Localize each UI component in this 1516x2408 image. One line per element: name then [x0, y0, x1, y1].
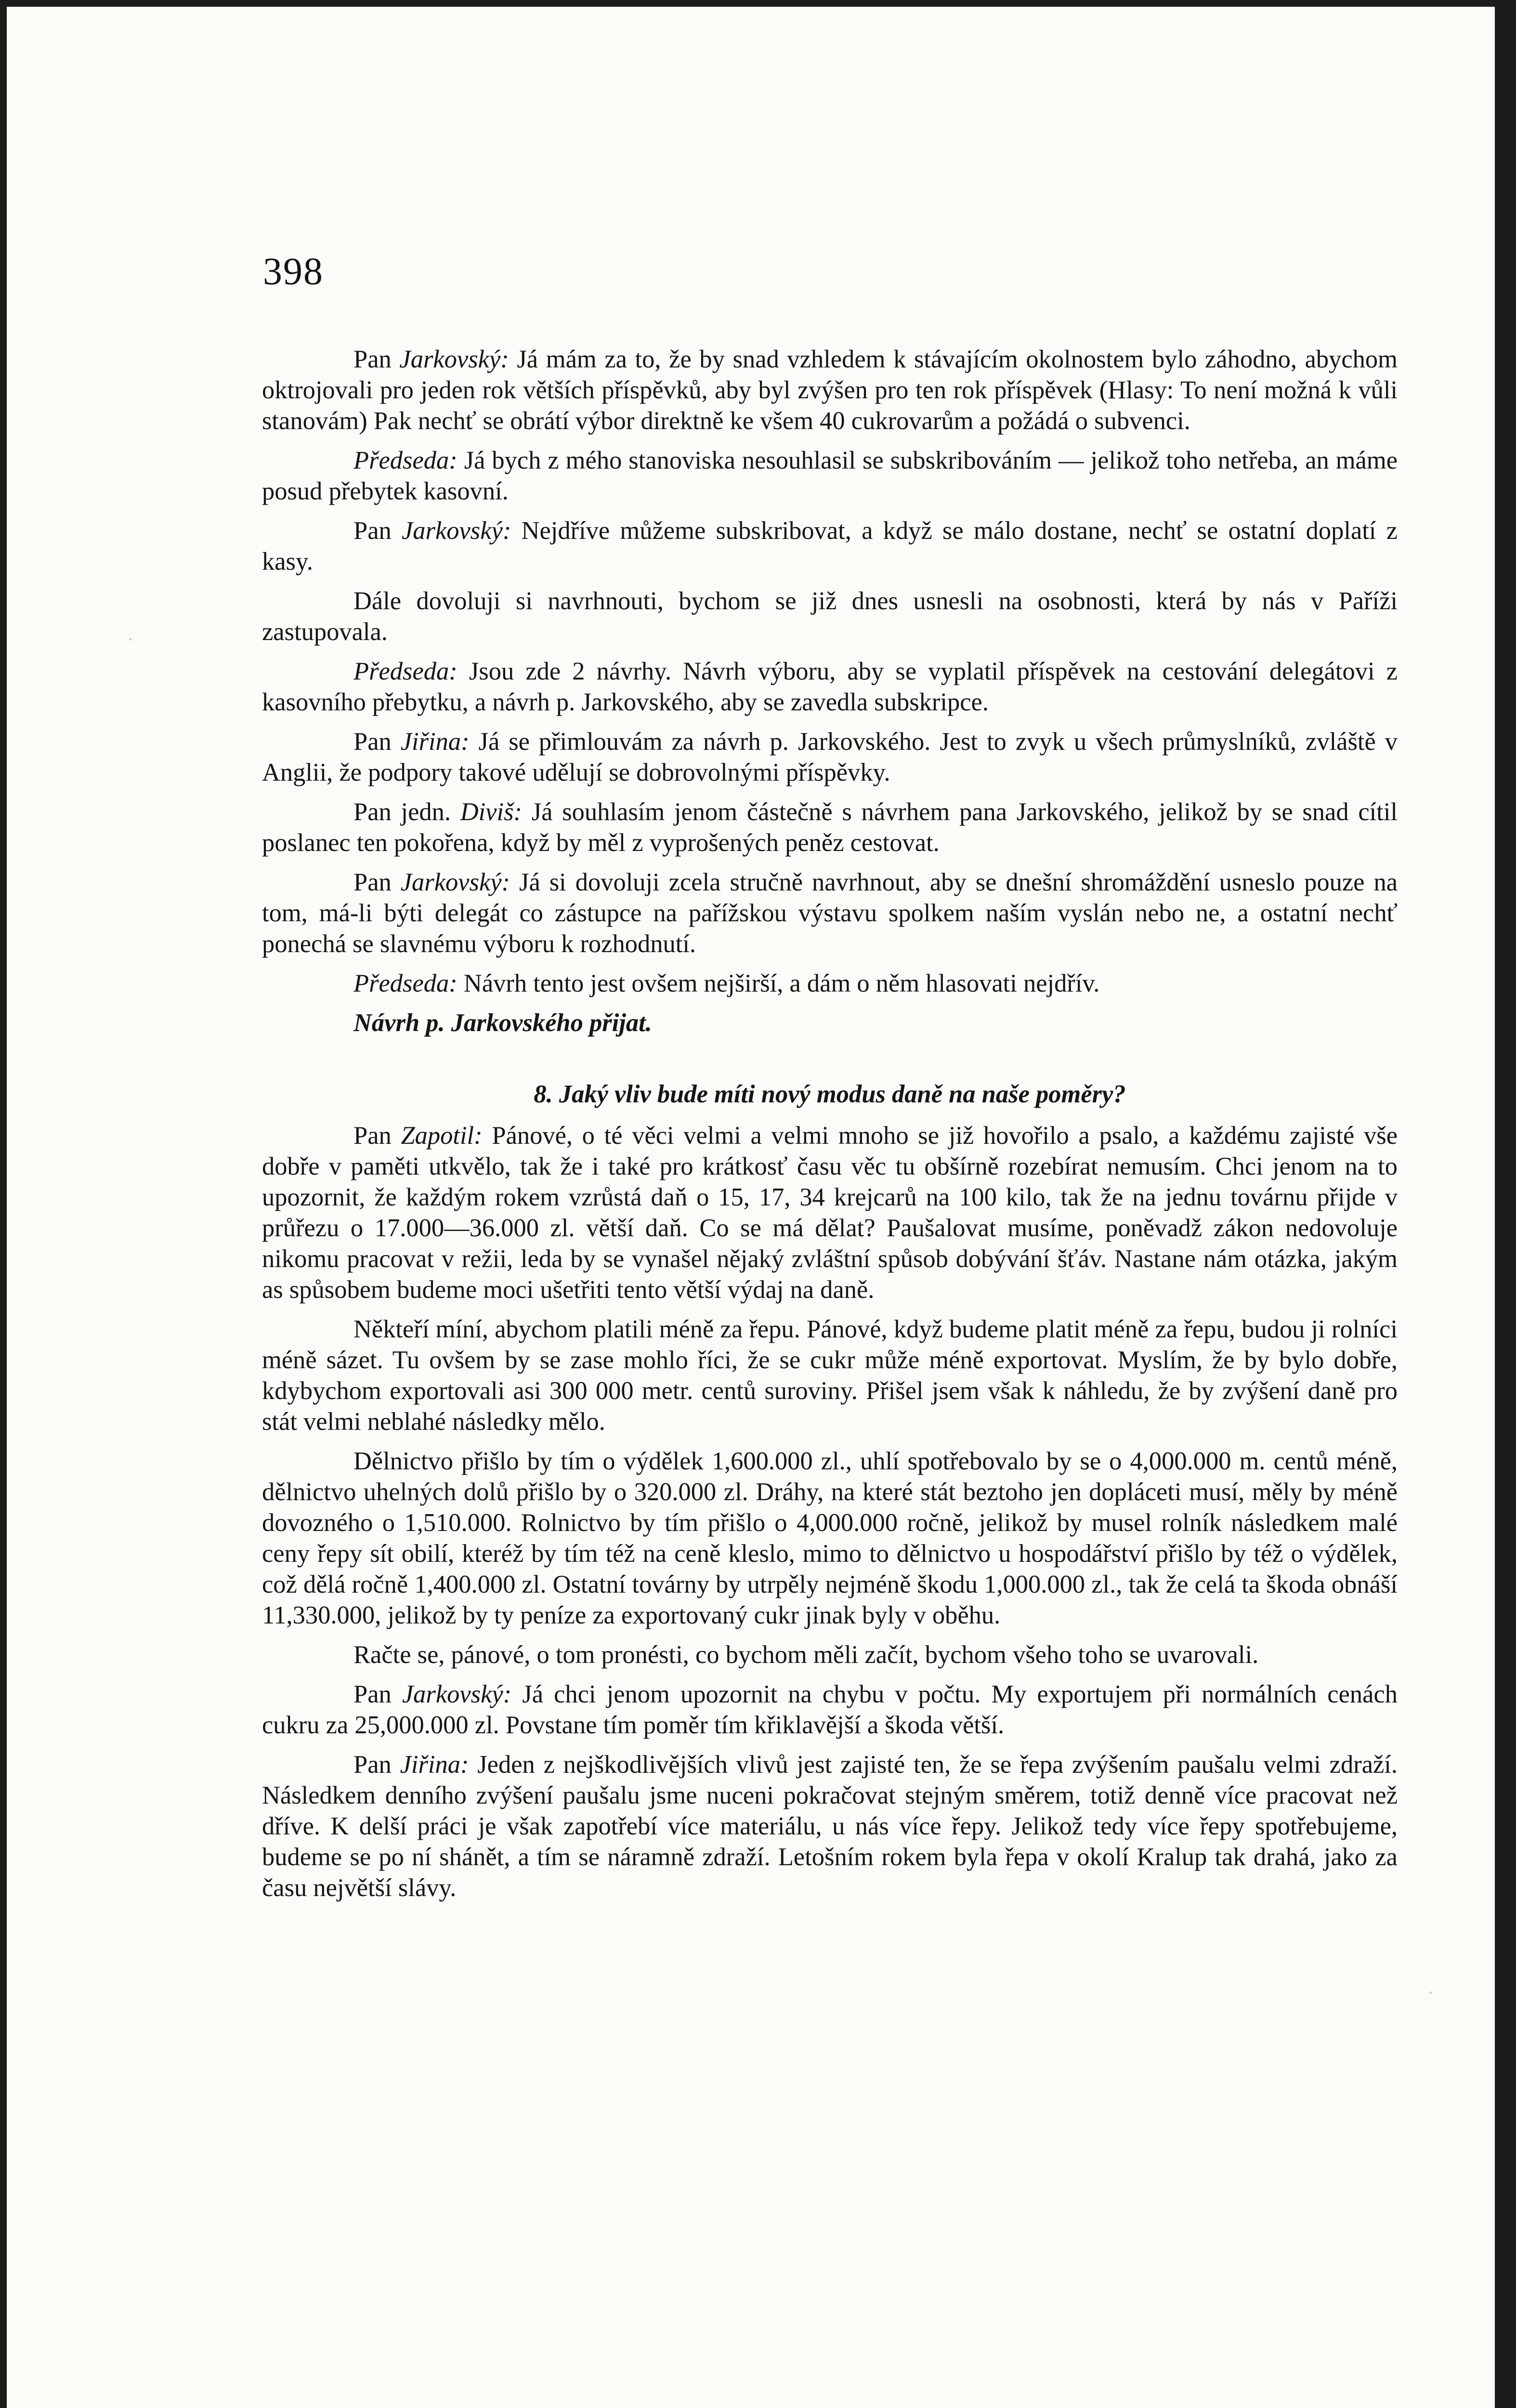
paragraph-text: Nejdříve můžeme subskribovat, a když se málo dostane, nechť se ostatní doplatí z kasy. — [262, 517, 1398, 576]
paragraph-text: Já bych z mého stanoviska nesouhlasil se subskribováním — jelikož toho netřeba, an máme posud přebytek kasovní. — [262, 446, 1398, 505]
speaker-name: Jarkovský: — [402, 1680, 512, 1708]
page-scan — [7, 7, 1495, 2408]
paragraph-prefix: Pan — [353, 345, 400, 373]
speaker-name: Předseda: — [353, 446, 457, 474]
paragraph-text: Račte se, pánové, o tom pronésti, co bychom měli začít, bychom všeho toho se uvarovali. — [353, 1641, 1259, 1669]
paragraph — [262, 1749, 1398, 1903]
paragraph-text: Jsou zde 2 návrhy. Návrh výboru, aby se vyplatil příspěvek na cestování delegátovi z kasovního přebytku, a návrh p. Jarkovského, aby se zavedla subskripce. — [262, 657, 1398, 716]
speaker-name: Předseda: — [353, 657, 457, 685]
section-heading: 8. Jaký vliv bude míti nový modus daně na naše poměry? — [534, 1080, 1126, 1108]
speaker-name: Diviš: — [460, 798, 523, 826]
motion-result: Návrh p. Jarkovského přijat. — [353, 1009, 652, 1037]
paragraph-text: Já si dovoluji zcela stručně navrhnout, aby se dnešní shromáždění usneslo pouze na tom, má-li býti delegát co zástupce na pařížskou výstavu spolkem naším vyslán nebo ne, a ostatní nechť ponechá se slavnému výboru k rozhodnutí. — [262, 868, 1398, 958]
paragraph — [262, 867, 1398, 959]
paragraph — [262, 586, 1398, 647]
paragraph — [262, 515, 1398, 577]
paragraph-text: Někteří míní, abychom platili méně za řepu. Pánové, když budeme platit méně za řepu, budou ji rolníci méně sázet. Tu ovšem by se zase mohlo říci, že se cukr může méně exportovat. Myslím, že by bylo dobře, kdybychom exportovali asi 300 000 metr. centů suroviny. Přišel jsem však k náhledu, že by zvýšení daně pro stát velmi neblahé následky mělo. — [262, 1315, 1398, 1436]
paragraph-text: Já souhlasím jenom částečně s návrhem pana Jarkovského, jelikož by se snad cítil poslanec ten pokořena, když by měl z vyprošených peněz cestovat. — [262, 798, 1398, 857]
paragraph-text: Já chci jenom upozornit na chybu v počtu. My exportujem při normálních cenách cukru za 25,000.000 zl. Povstane tím poměr tím křiklavější a škoda větší. — [262, 1680, 1398, 1739]
paragraph — [262, 445, 1398, 507]
paragraph — [262, 656, 1398, 718]
paragraph-prefix: Pan — [353, 1680, 402, 1708]
paragraph — [262, 797, 1398, 858]
paragraph-text: Pánové, o té věci velmi a velmi mnoho se již hovořilo a psalo, a každému zajisté vše dobře v paměti utkvělo, tak že i také pro krátkosť času věc tu obšírně rozebírat nemusím. Chci jenom na to upozornit, že každým rokem vzrůstá daň o 15, 17, 34 krejcarů na 100 kilo, tak že na jednu továrnu přijde v průřezu o 17.000—36.000 zl. větší daň. Co se má dělat? Paušalovat musíme, poněvadž zákon nedovoluje nikomu pracovat v režii, leda by se vynašel nějaký zvláštní spůsob dobývání šťáv. Nastane nám otázka, jakým as spůsobem budeme moci ušetřiti tento větší výdaj na daně. — [262, 1122, 1398, 1304]
paragraph-prefix: Pan — [353, 1751, 400, 1779]
scan-speck: · — [1427, 1982, 1434, 2003]
paragraph-prefix: Pan — [353, 868, 401, 896]
paragraph-prefix: Pan jedn. — [353, 798, 460, 826]
paragraph — [262, 726, 1398, 788]
document-body — [262, 344, 1398, 1912]
paragraph — [262, 344, 1398, 436]
paragraph-text: Návrh tento jest ovšem nejširší, a dám o něm hlasovati nejdřív. — [457, 969, 1100, 997]
paragraph-prefix: Pan — [353, 517, 402, 545]
paragraph-prefix: Pan — [353, 1122, 401, 1150]
scan-speck: · — [127, 628, 134, 650]
paragraph — [262, 1679, 1398, 1741]
speaker-name: Jarkovský: — [399, 345, 509, 373]
paragraph-text: Jeden z nejškodlivějších vlivů jest zajisté ten, že se řepa zvýšením paušalu velmi zdraží. Následkem denního zvýšení paušalu jsme nuceni pokračovat stejným směrem, totiž denně více pracovat než dříve. K delší práci je však zapotřebí více materiálu, u nás více řepy. Jelikož tedy více řepy spotřebujeme, budeme se po ní shánět, a tím se náramně zdraží. Letošním rokem byla řepa v okolí Kralup tak drahá, jako za času největší slávy. — [262, 1751, 1398, 1902]
speaker-name: Jiřina: — [400, 1751, 469, 1779]
speaker-name: Jarkovský: — [400, 868, 510, 896]
paragraph — [262, 1639, 1398, 1670]
speaker-name: Jarkovský: — [401, 517, 511, 545]
paragraph-prefix: Pan — [353, 728, 401, 756]
paragraph — [262, 1446, 1398, 1631]
paragraph-text: Dělnictvo přišlo by tím o výdělek 1,600.000 zl., uhlí spotřebovalo by se o 4,000.000 m. centů méně, dělnictvo uhelných dolů přišlo by o 320.000 zl. Dráhy, na které stát beztoho jen dopláceti musí, měly by méně dovozného o 1,510.000. Rolnictvo by tím přišlo o 4,000.000 ročně, jelikož by musel rolník následkem malé ceny řepy sít obilí, kteréž by tím též na ceně kleslo, mimo to dělnictvo u hospodářství přišlo by též o výdělek, což dělá ročně 1,400.000 zl. Ostatní továrny by utrpěly nejméně škodu 1,000.000 zl., tak že celá ta škoda obnáší 11,330.000, jelikož by ty peníze za exportovaný cukr jinak byly v oběhu. — [262, 1447, 1398, 1629]
speaker-name: Jiřina: — [400, 728, 470, 756]
page-number: 398 — [263, 250, 324, 293]
paragraph-text: Já mám za to, že by snad vzhledem k stávajícím okolnostem bylo záhodno, abychom oktrojovali pro jeden rok větších příspěvků, aby byl zvýšen pro ten rok příspěvek (Hlasy: To není možná k vůli stanovám) Pak nechť se obrátí výbor direktně ke všem 40 cukrovarům a požádá o subvenci. — [262, 345, 1398, 435]
speaker-name: Zapotil: — [401, 1122, 483, 1150]
paragraph — [262, 968, 1398, 999]
speaker-name: Předseda: — [353, 969, 457, 997]
paragraph — [262, 1120, 1398, 1305]
paragraph — [262, 1314, 1398, 1437]
paragraph-text: Dále dovoluji si navrhnouti, bychom se již dnes usnesli na osobnosti, která by nás v Paříži zastupovala. — [262, 587, 1398, 646]
paragraph-text: Já se přimlouvám za návrh p. Jarkovského. Jest to zvyk u všech průmyslníků, zvláště v Anglii, že podpory takové udělují se dobrovolnými příspěvky. — [262, 728, 1398, 786]
